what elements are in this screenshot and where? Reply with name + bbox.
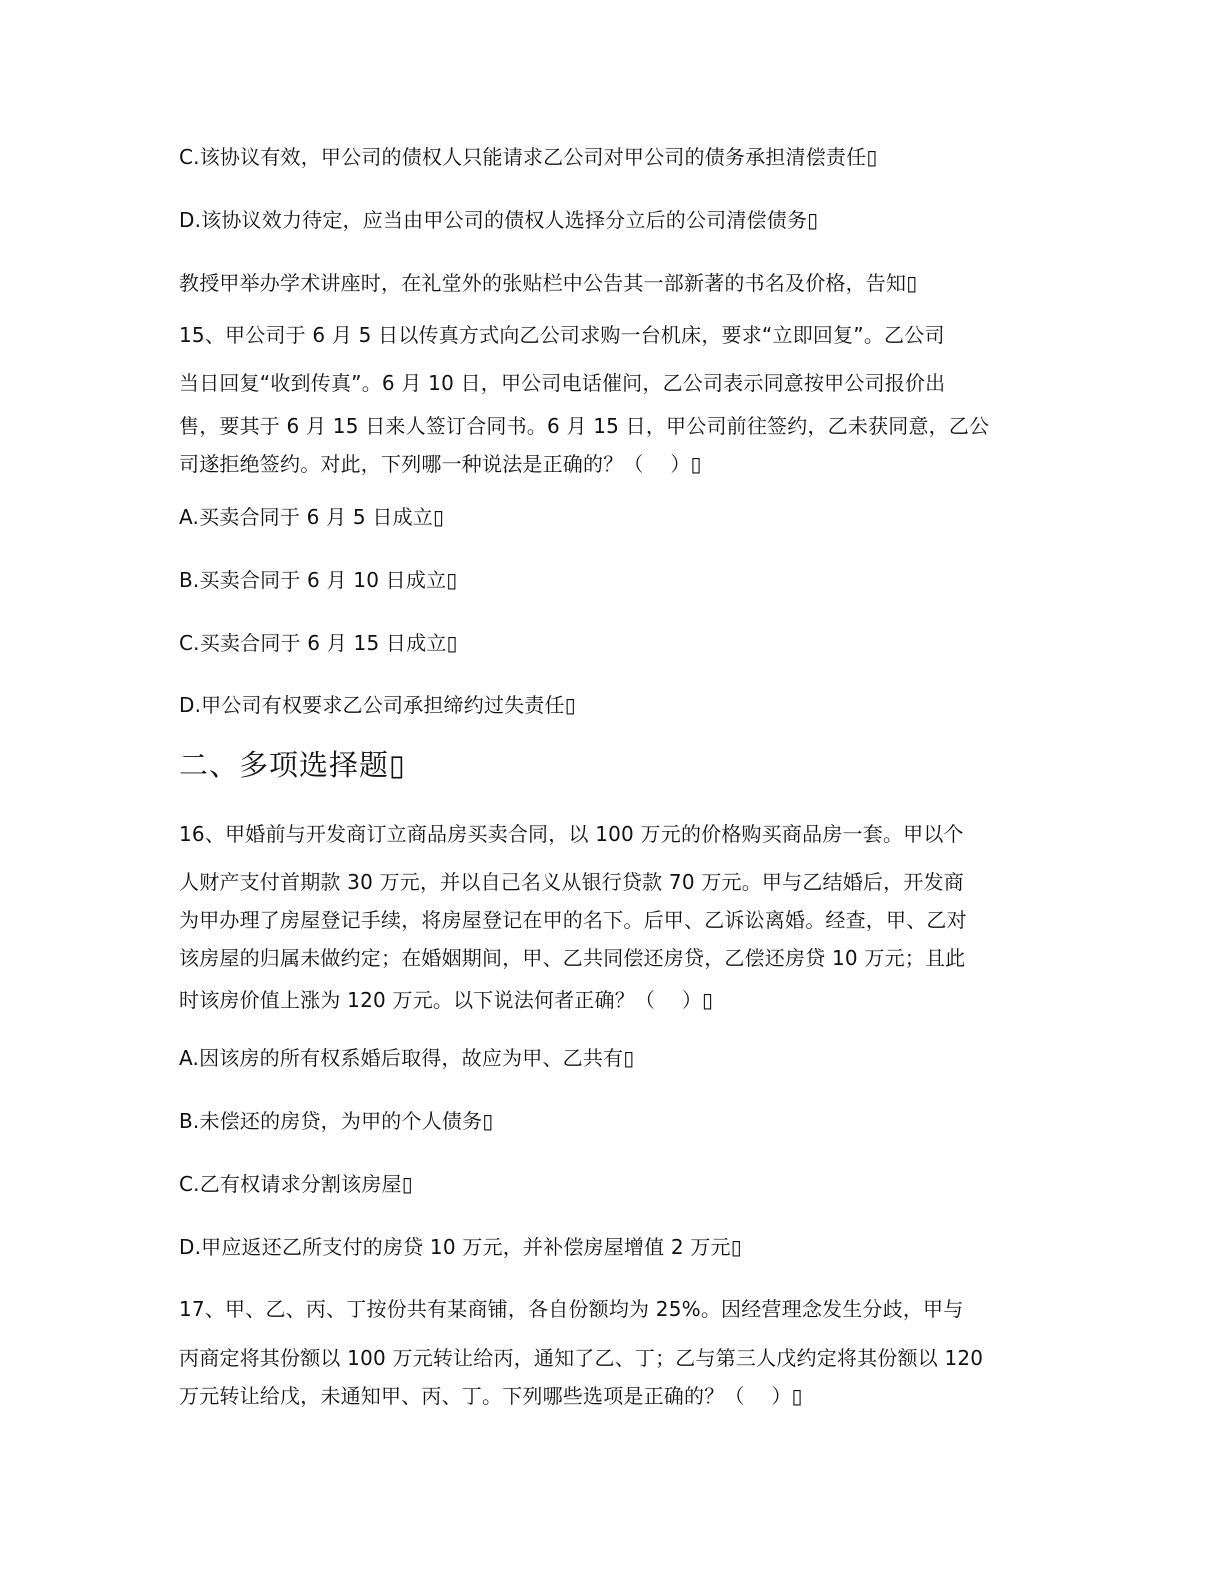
question-17-line-3: 万元转让给戊，未通知甲、丙、丁。下列哪些选项是正确的？（ ）▯	[179, 1384, 803, 1408]
question-15-line-4: 司遂拒绝签约。对此，下列哪一种说法是正确的？（ ）▯	[179, 452, 702, 476]
question-15-line-1: 15、甲公司于 6 月 5 日以传真方式向乙公司求购一台机床，要求“立即回复”。乙公司	[179, 323, 945, 347]
question-15-line-3: 售，要其于 6 月 15 日来人签订合同书。6 月 15 日，甲公司前往签约，乙未获同意，乙公	[179, 414, 990, 438]
section-heading: 二、多项选择题▯	[179, 748, 406, 782]
option-c-line: C.乙有权请求分割该房屋▯	[179, 1172, 413, 1196]
option-d-line: D.甲公司有权要求乙公司承担缔约过失责任▯	[179, 693, 576, 717]
option-a-line: A.买卖合同于 6 月 5 日成立▯	[179, 505, 445, 529]
option-c-line: C.该协议有效，甲公司的债权人只能请求乙公司对甲公司的债务承担清偿责任▯	[179, 145, 878, 169]
question-16-line-4: 该房屋的归属未做约定；在婚姻期间，甲、乙共同偿还房贷，乙偿还房贷 10 万元；且此	[179, 946, 966, 970]
option-c-line: C.买卖合同于 6 月 15 日成立▯	[179, 631, 458, 655]
option-b-line: B.买卖合同于 6 月 10 日成立▯	[179, 568, 458, 592]
question-16-line-3: 为甲办理了房屋登记手续，将房屋登记在甲的名下。后甲、乙诉讼离婚。经查，甲、乙对	[179, 908, 967, 932]
question-16-line-5: 时该房价值上涨为 120 万元。以下说法何者正确？（ ）▯	[179, 988, 714, 1012]
question-15-line-2: 当日回复“收到传真”。6 月 10 日，甲公司电话催问，乙公司表示同意按甲公司报价出	[179, 371, 946, 395]
question-16-line-1: 16、甲婚前与开发商订立商品房买卖合同，以 100 万元的价格购买商品房一套。甲以个	[179, 822, 964, 846]
paragraph-line: 教授甲举办学术讲座时，在礼堂外的张贴栏中公告其一部新著的书名及价格，告知▯	[179, 271, 918, 295]
option-b-line: B.未偿还的房贷，为甲的个人债务▯	[179, 1109, 494, 1133]
question-16-line-2: 人财产支付首期款 30 万元，并以自己名义从银行贷款 70 万元。甲与乙结婚后，开发商	[179, 870, 964, 894]
question-17-line-1: 17、甲、乙、丙、丁按份共有某商铺，各自份额均为 25%。因经营理念发生分歧，甲与	[179, 1297, 964, 1321]
option-d-line: D.该协议效力待定，应当由甲公司的债权人选择分立后的公司清偿债务▯	[179, 208, 819, 232]
option-a-line: A.因该房的所有权系婚后取得，故应为甲、乙共有▯	[179, 1046, 635, 1070]
option-d-line: D.甲应返还乙所支付的房贷 10 万元，并补偿房屋增值 2 万元▯	[179, 1235, 742, 1259]
question-17-line-2: 丙商定将其份额以 100 万元转让给丙，通知了乙、丁；乙与第三人戊约定将其份额以 120	[179, 1346, 984, 1370]
